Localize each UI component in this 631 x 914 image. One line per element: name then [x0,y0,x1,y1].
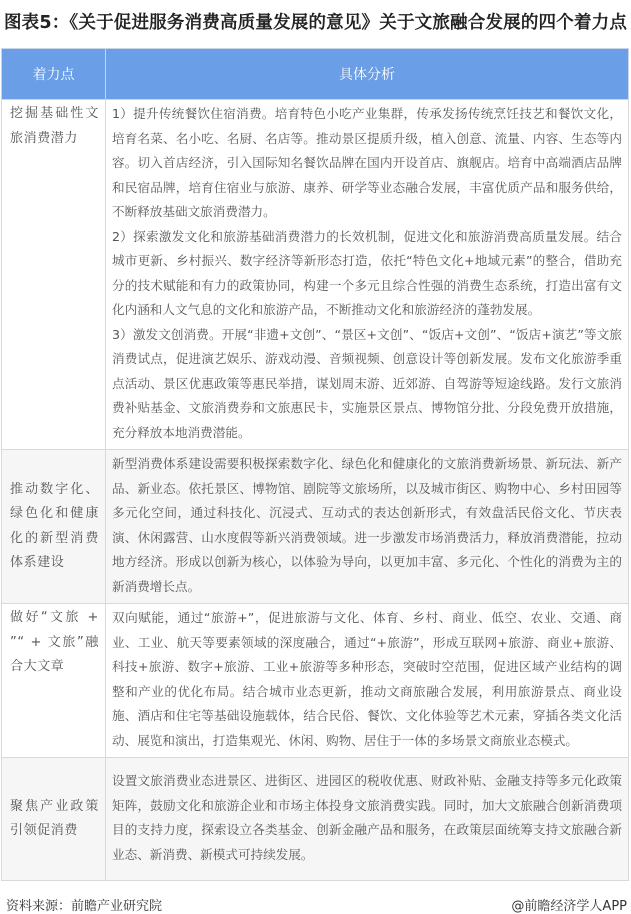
analysis-paragraph: 1）提升传统餐饮住宿消费。培育特色小吃产业集群，传承发扬传统烹饪技艺和餐饮文化，培育名菜、名小吃、名厨、名店等。推动景区提质升级，植入创意、流量、内容、生态等内容。切入首店经济，引入国际知名餐饮品牌在国内开设首店、旗舰店。培育中高端酒店品牌和民宿品牌，培育住宿业与旅游、康养、研学等业态融合发展，丰富优质产品和服务供给，不断释放基础文旅消费潜力。 [112,106,622,219]
analysis-paragraph: 2）探索激发文化和旅游基础消费潜力的长效机制，促进文化和旅游消费高质量发展。结合城市更新、乡村振兴、数字经济等新形态打造，依托“特色文化+地域元素”的整合，借助充分的技术赋能和有力的政策协同，构建一个多元且综合性强的消费生态系统，打造出富有文化内涵和人文气息的文化和旅游产品，不断推动文化和旅游经济的蓬勃发展。 [112,228,622,317]
source-note: 资料来源：前瞻产业研究院 [6,899,163,914]
figure-title: 图表5：《关于促进服务消费高质量发展的意见》关于文旅融合发展的四个着力点 [3,13,628,33]
analysis-paragraph: 设置文旅消费业态进景区、进街区、进园区的税收优惠、财政补贴、金融支持等多元化政策矩阵，鼓励文化和旅游企业和市场主体投身文旅消费实践。同时，加大文旅融合创新消费项目的支持力度，探索设立各类基金、创新金融产品和服务，在政策层面统筹支持文旅融合新业态、新消费、新模式可持续发展。 [112,773,622,862]
analysis-cell [106,604,629,758]
header-focus: 着力点 [2,49,106,100]
table-row [2,100,629,450]
header-analysis: 具体分析 [106,49,629,100]
analysis-paragraph: 新型消费体系建设需要积极探索数字化、绿色化和健康化的文旅消费新场景、新玩法、新产品、新业态。依托景区、博物馆、剧院等文旅场所，以及城市街区、购物中心、乡村田园等多元化空间，通过科技化、沉浸式、互动式的表达创新形式，有效盘活民俗文化、节庆表演、休闲露营、山水度假等新兴消费领域。进一步激发市场消费活力，释放消费潜能，拉动地方经济。形成以创新为核心，以体验为导向，以更加丰富、多元化、个性化的消费为主的新消费增长点。 [112,456,622,594]
table-row [2,604,629,758]
focus-cell: 推动数字化、绿色化和健康化的新型消费体系建设 [2,450,106,604]
table-row [2,450,629,604]
analysis-paragraph: 3）激发文创消费。开展“非遗+文创”、“景区+文创”、“饭店+文创”、“饭店+演艺”等文旅消费试点，促进演艺娱乐、游戏动漫、音频视频、创意设计等创新发展。发布文化旅游季重点活动、景区优惠政策等惠民举措，谋划周末游、近郊游、自驾游等短途线路。发行文旅消费补贴基金、文旅消费券和文旅惠民卡，实施景区景点、博物馆分批、分段免费开放措施，充分释放本地消费潜能。 [112,326,622,440]
analysis-paragraph: 双向赋能，通过“旅游+”，促进旅游与文化、体育、乡村、商业、低空、农业、交通、商业、工业、航天等要素领域的深度融合，通过“+旅游”，形成互联网+旅游、商业+旅游、科技+旅游、数字+旅游、工业+旅游等多种形态，突破时空范围，促进区域产业结构的调整和产业的优化布局。结合城市业态更新，推动文商旅融合发展，利用旅游景点、商业设施、酒店和住宅等基础设施载体，结合民俗、餐饮、文化体验等艺术元素，穿插各类文化活动、展览和演出，打造集观光、休闲、购物、居住于一体的多场景文商旅业态模式。 [112,610,622,748]
footer [0,895,631,914]
focus-cell: 做好“文旅 + ”“ + 文旅”融合大文章 [2,604,106,758]
focus-cell: 聚焦产业政策引领促消费 [2,758,106,881]
analysis-cell [106,100,629,450]
focus-cell: 挖掘基础性文旅消费潜力 [2,100,106,450]
analysis-cell [106,450,629,604]
table-row [2,758,629,881]
focus-table [1,48,629,881]
credit-note: @前瞻经济学人APP [511,899,627,914]
analysis-cell [106,758,629,881]
table-header-row [2,49,629,100]
